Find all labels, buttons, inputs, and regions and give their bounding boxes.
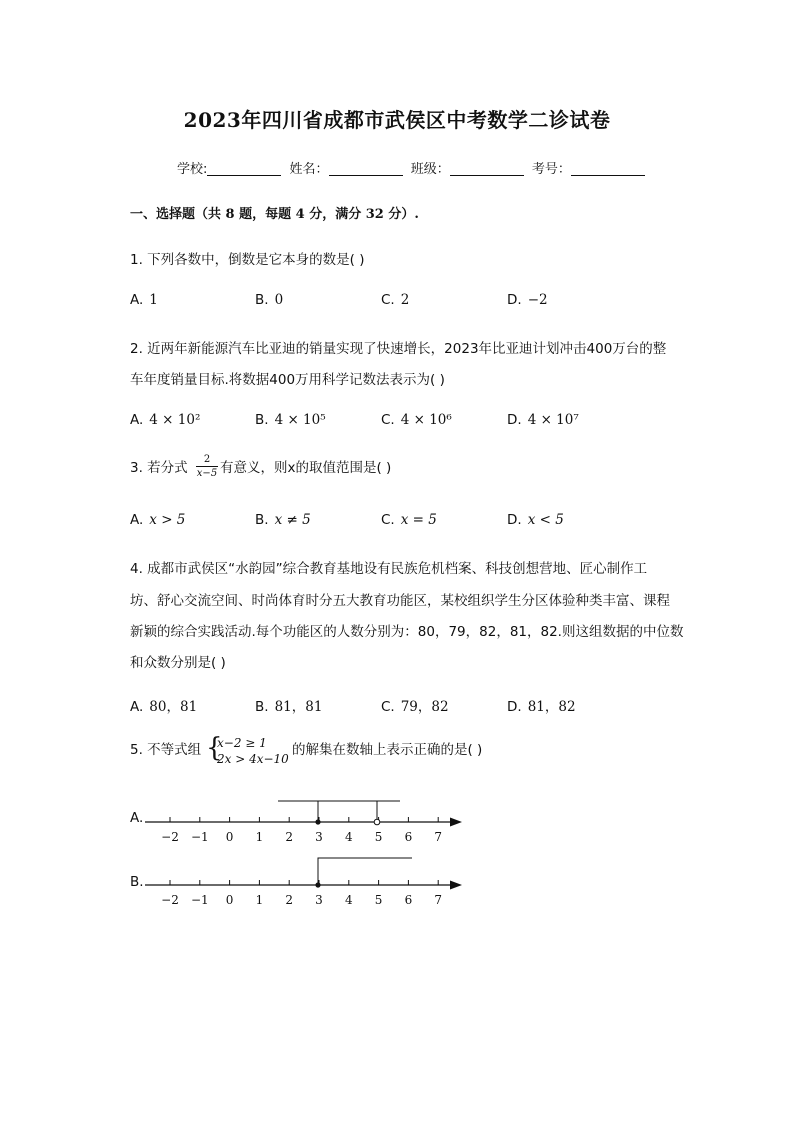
tick-label-b: 4: [344, 893, 353, 907]
q4-option-a: A. 80，81: [130, 699, 198, 715]
q5-inequality-2: 2x > 4x−10: [217, 752, 289, 766]
tick-label-b: 0: [225, 893, 234, 907]
tick-label-a: 6: [404, 830, 413, 844]
name-label: 姓名：: [289, 162, 329, 177]
q3-option-a: A. x > 5: [130, 512, 186, 528]
question-5-suffix: 的解集在数轴上表示正确的是( ): [292, 742, 483, 758]
tick-label-a: 0: [225, 830, 234, 844]
question-4-line-1: 4. 成都市武侯区“水韵园”综合教育基地设有民族危机档案、科技创想营地、匠心制作工: [130, 561, 648, 577]
number-line-b: [145, 858, 462, 907]
tick-label-b: 7: [434, 893, 443, 907]
q4-option-b: B. 81，81: [255, 699, 323, 715]
question-3-prefix: 3. 若分式: [130, 460, 188, 476]
q3-option-d: D. x < 5: [507, 512, 564, 528]
q4-option-d: D. 81，82: [507, 699, 576, 715]
tick-label-a: 7: [434, 830, 443, 844]
q2-option-d: D. 4 × 10⁷: [507, 412, 579, 428]
tick-label-b: −2: [161, 893, 179, 907]
q1-option-b: B. 0: [255, 292, 284, 308]
q5-option-a-label: A.: [130, 810, 144, 826]
q1-option-a: A. 1: [130, 292, 158, 308]
tick-label-b: 3: [315, 893, 323, 907]
open-dot-a: [374, 819, 380, 825]
tick-label-b: 2: [285, 893, 294, 907]
tick-label-a: −2: [161, 830, 179, 844]
exam-no-label: 考号：: [531, 162, 571, 177]
question-4-line-2: 坊、舒心交流空间、时尚体育时分五大教育功能区，某校组织学生分区体验种类丰富、课程: [130, 593, 670, 609]
q5-number-lines: [140, 785, 470, 915]
bracket-b: [318, 858, 412, 885]
q3-option-c: C. x = 5: [381, 512, 437, 528]
question-2-line-2: 车年度销量目标.将数据400万用科学记数法表示为( ): [130, 372, 445, 388]
q3-fraction-numerator: 2: [203, 454, 211, 465]
school-blank: [207, 161, 281, 176]
axis-arrow-b: [450, 881, 462, 890]
question-3-suffix: 有意义，则x的取值范围是( ): [220, 460, 392, 476]
tick-label-b: 5: [374, 893, 383, 907]
tick-label-b: −1: [190, 893, 209, 907]
tick-label-a: 5: [374, 830, 383, 844]
question-4-line-3: 新颖的综合实践活动.每个功能区的人数分别为：80，79，82，81，82.则这组数据的中位数: [130, 624, 684, 640]
student-info-line: [177, 158, 649, 177]
q5-brace: {: [206, 733, 223, 763]
q2-option-c: C. 4 × 10⁶: [381, 412, 452, 428]
class-blank: [450, 161, 524, 176]
exam-no-blank: [571, 161, 645, 176]
tick-label-a: −1: [190, 830, 209, 844]
number-line-a: [145, 801, 462, 844]
q4-option-c: C. 79，82: [381, 699, 449, 715]
question-1-stem: 1. 下列各数中，倒数是它本身的数是( ): [130, 252, 365, 268]
tick-label-a: 2: [285, 830, 294, 844]
q5-option-b-label: B.: [130, 874, 144, 890]
q1-option-d: D. −2: [507, 292, 548, 308]
name-blank: [329, 161, 403, 176]
bracket-lower-a: [318, 801, 400, 822]
solid-dot-a: [315, 819, 320, 824]
tick-label-b: 6: [404, 893, 413, 907]
tick-label-a: 4: [344, 830, 353, 844]
bracket-upper-a: [278, 801, 377, 822]
q3-option-b: B. x ≠ 5: [255, 512, 311, 528]
q2-option-a: A. 4 × 10²: [130, 412, 201, 428]
school-label: 学校:: [177, 162, 208, 177]
q5-inequality-1: x−2 ≥ 1: [217, 736, 267, 750]
question-4-line-4: 和众数分别是( ): [130, 655, 226, 671]
q1-option-c: C. 2: [381, 292, 410, 308]
q3-fraction: [196, 454, 218, 479]
axis-arrow-a: [450, 818, 462, 827]
q2-option-b: B. 4 × 10⁵: [255, 412, 326, 428]
solid-dot-b: [315, 882, 320, 887]
exam-title: 2023年四川省成都市武侯区中考数学二诊试卷: [183, 108, 611, 132]
question-2-line-1: 2. 近两年新能源汽车比亚迪的销量实现了快速增长，2023年比亚迪计划冲击400万台的整: [130, 341, 667, 357]
class-label: 班级：: [410, 162, 450, 177]
tick-label-a: 3: [315, 830, 323, 844]
q3-fraction-denominator: x−5: [196, 468, 218, 479]
question-5-prefix: 5. 不等式组: [130, 742, 202, 758]
q5-inequality-system: [217, 735, 289, 767]
tick-label-a: 1: [255, 830, 264, 844]
section-heading: 一、选择题（共 8 题，每题 4 分，满分 32 分）.: [130, 207, 419, 222]
tick-label-b: 1: [255, 893, 264, 907]
